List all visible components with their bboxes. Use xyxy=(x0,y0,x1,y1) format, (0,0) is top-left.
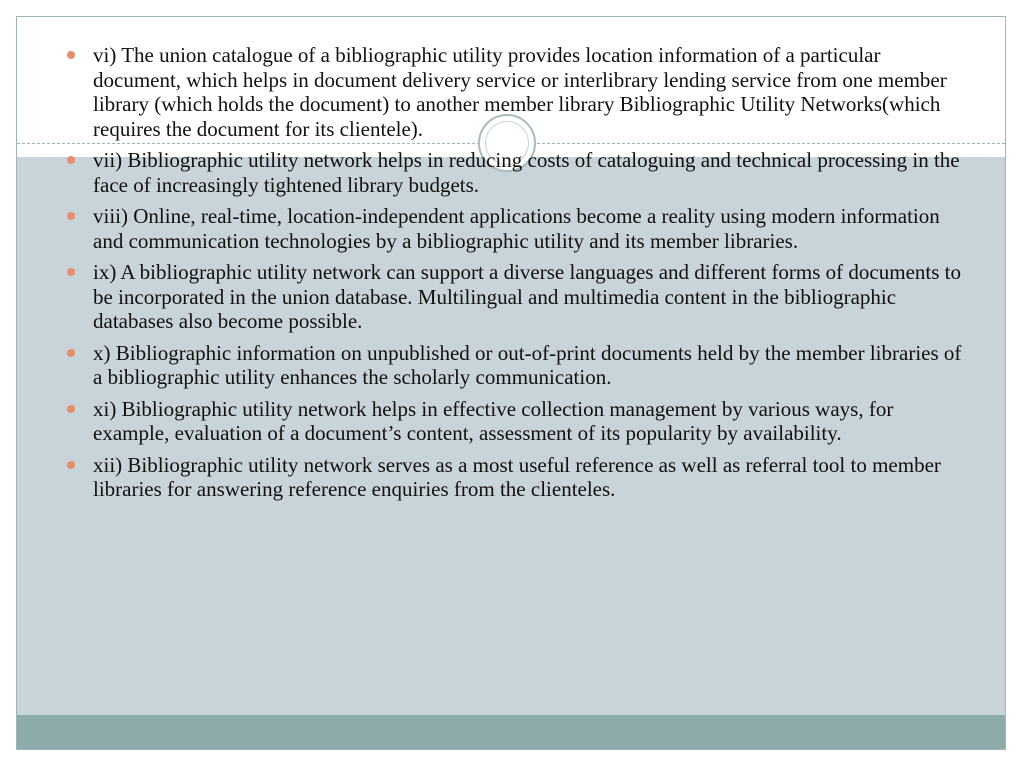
bullet-text: xi) Bibliographic utility network helps in effective collection management by various ways, for example, evaluation of a document’s content, assessment of its popularity by availability. xyxy=(93,396,894,445)
bullet-text: x) Bibliographic information on unpublished or out-of-print documents held by the member libraries of a bibliographic utility enhances the scholarly communication. xyxy=(93,340,962,389)
bullet-list xyxy=(63,43,973,509)
bullet-item xyxy=(63,397,973,446)
bullet-dot-icon xyxy=(67,156,75,164)
slide-frame xyxy=(16,16,1006,750)
bullet-text: xii) Bibliographic utility network serves as a most useful reference as well as referral tool to member libraries for answering reference enquiries from the clienteles. xyxy=(93,452,941,501)
bullet-dot-icon xyxy=(67,405,75,413)
bullet-item xyxy=(63,148,973,197)
bullet-text: ix) A bibliographic utility network can support a diverse languages and different forms of documents to be incorporated in the union database. Multilingual and multimedia content in the bibliographic databases also become possible. xyxy=(93,260,961,333)
bullet-dot-icon xyxy=(67,212,75,220)
bullet-dot-icon xyxy=(67,461,75,469)
bullet-item xyxy=(63,453,973,502)
bullet-dot-icon xyxy=(67,51,75,59)
bullet-item xyxy=(63,43,973,141)
bullet-text: viii) Online, real-time, location-independent applications become a reality using modern information and communication technologies by a bibliographic utility and its member libraries. xyxy=(93,204,940,253)
bullet-dot-icon xyxy=(67,268,75,276)
bullet-text: vii) Bibliographic utility network helps in reducing costs of cataloguing and technical processing in the face of increasingly tightened library budgets. xyxy=(93,148,960,197)
bullet-text: vi) The union catalogue of a bibliographic utility provides location information of a particular document, which helps in document delivery service or interlibrary lending service from one member library (which holds the document) to another member library Bibliographic Utility Networks(which requires the document for its clientele). xyxy=(93,43,947,141)
bullet-item xyxy=(63,260,973,334)
bullet-dot-icon xyxy=(67,349,75,357)
footer-band xyxy=(17,715,1005,749)
bullet-item xyxy=(63,204,973,253)
bullet-item xyxy=(63,341,973,390)
